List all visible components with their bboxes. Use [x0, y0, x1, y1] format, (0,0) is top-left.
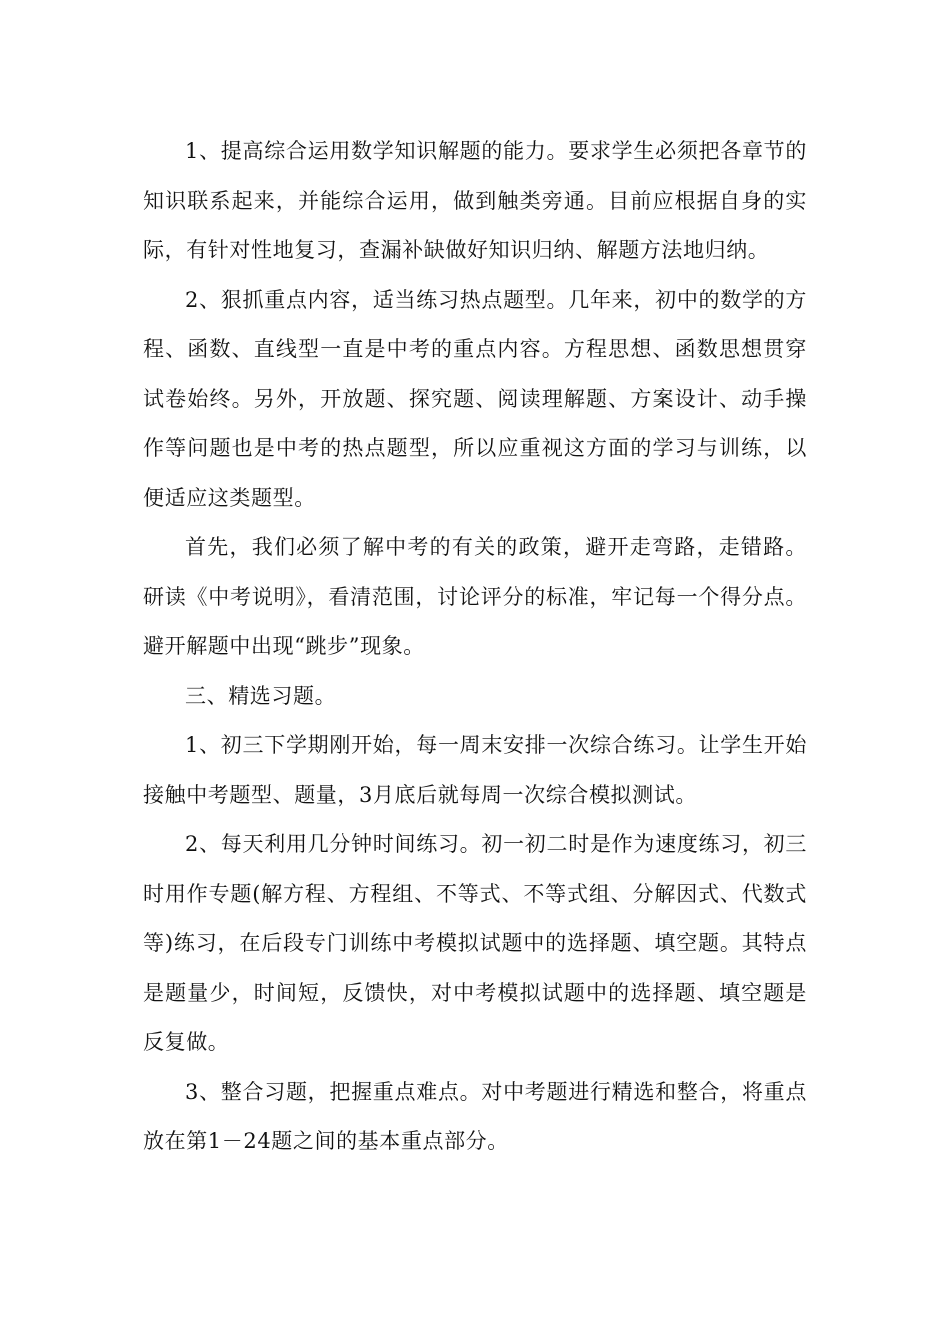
paragraph-5: 1、初三下学期刚开始，每一周末安排一次综合练习。让学生开始接触中考题型、题量，3月底后就每周一次综合模拟测试。	[143, 733, 807, 807]
document-body	[143, 127, 807, 1167]
paragraph-6: 2、每天利用几分钟时间练习。初一初二时是作为速度练习，初三时用作专题(解方程、方程组、不等式、不等式组、分解因式、代数式等)练习，在后段专门训练中考模拟试题中的选择题、填空题。其特点是题量少，时间短，反馈快，对中考模拟试题中的选择题、填空题是反复做。	[143, 832, 807, 1054]
paragraph-2: 2、狠抓重点内容，适当练习热点题型。几年来，初中的数学的方程、函数、直线型一直是中考的重点内容。方程思想、函数思想贯穿试卷始终。另外，开放题、探究题、阅读理解题、方案设计、动手操作等问题也是中考的热点题型，所以应重视这方面的学习与训练，以便适应这类题型。	[143, 287, 807, 510]
section-heading-3: 三、精选习题。	[185, 683, 337, 708]
paragraph-7: 3、整合习题，把握重点难点。对中考题进行精选和整合，将重点放在第1－24题之间的基本重点部分。	[143, 1079, 807, 1153]
paragraph-3: 首先，我们必须了解中考的有关的政策，避开走弯路，走错路。研读《中考说明》，看清范围，讨论评分的标准，牢记每一个得分点。避开解题中出现“跳步”现象。	[143, 535, 807, 658]
paragraph-1: 1、提高综合运用数学知识解题的能力。要求学生必须把各章节的知识联系起来，并能综合运用，做到触类旁通。目前应根据自身的实际，有针对性地复习，查漏补缺做好知识归纳、解题方法地归纳。	[143, 139, 807, 262]
